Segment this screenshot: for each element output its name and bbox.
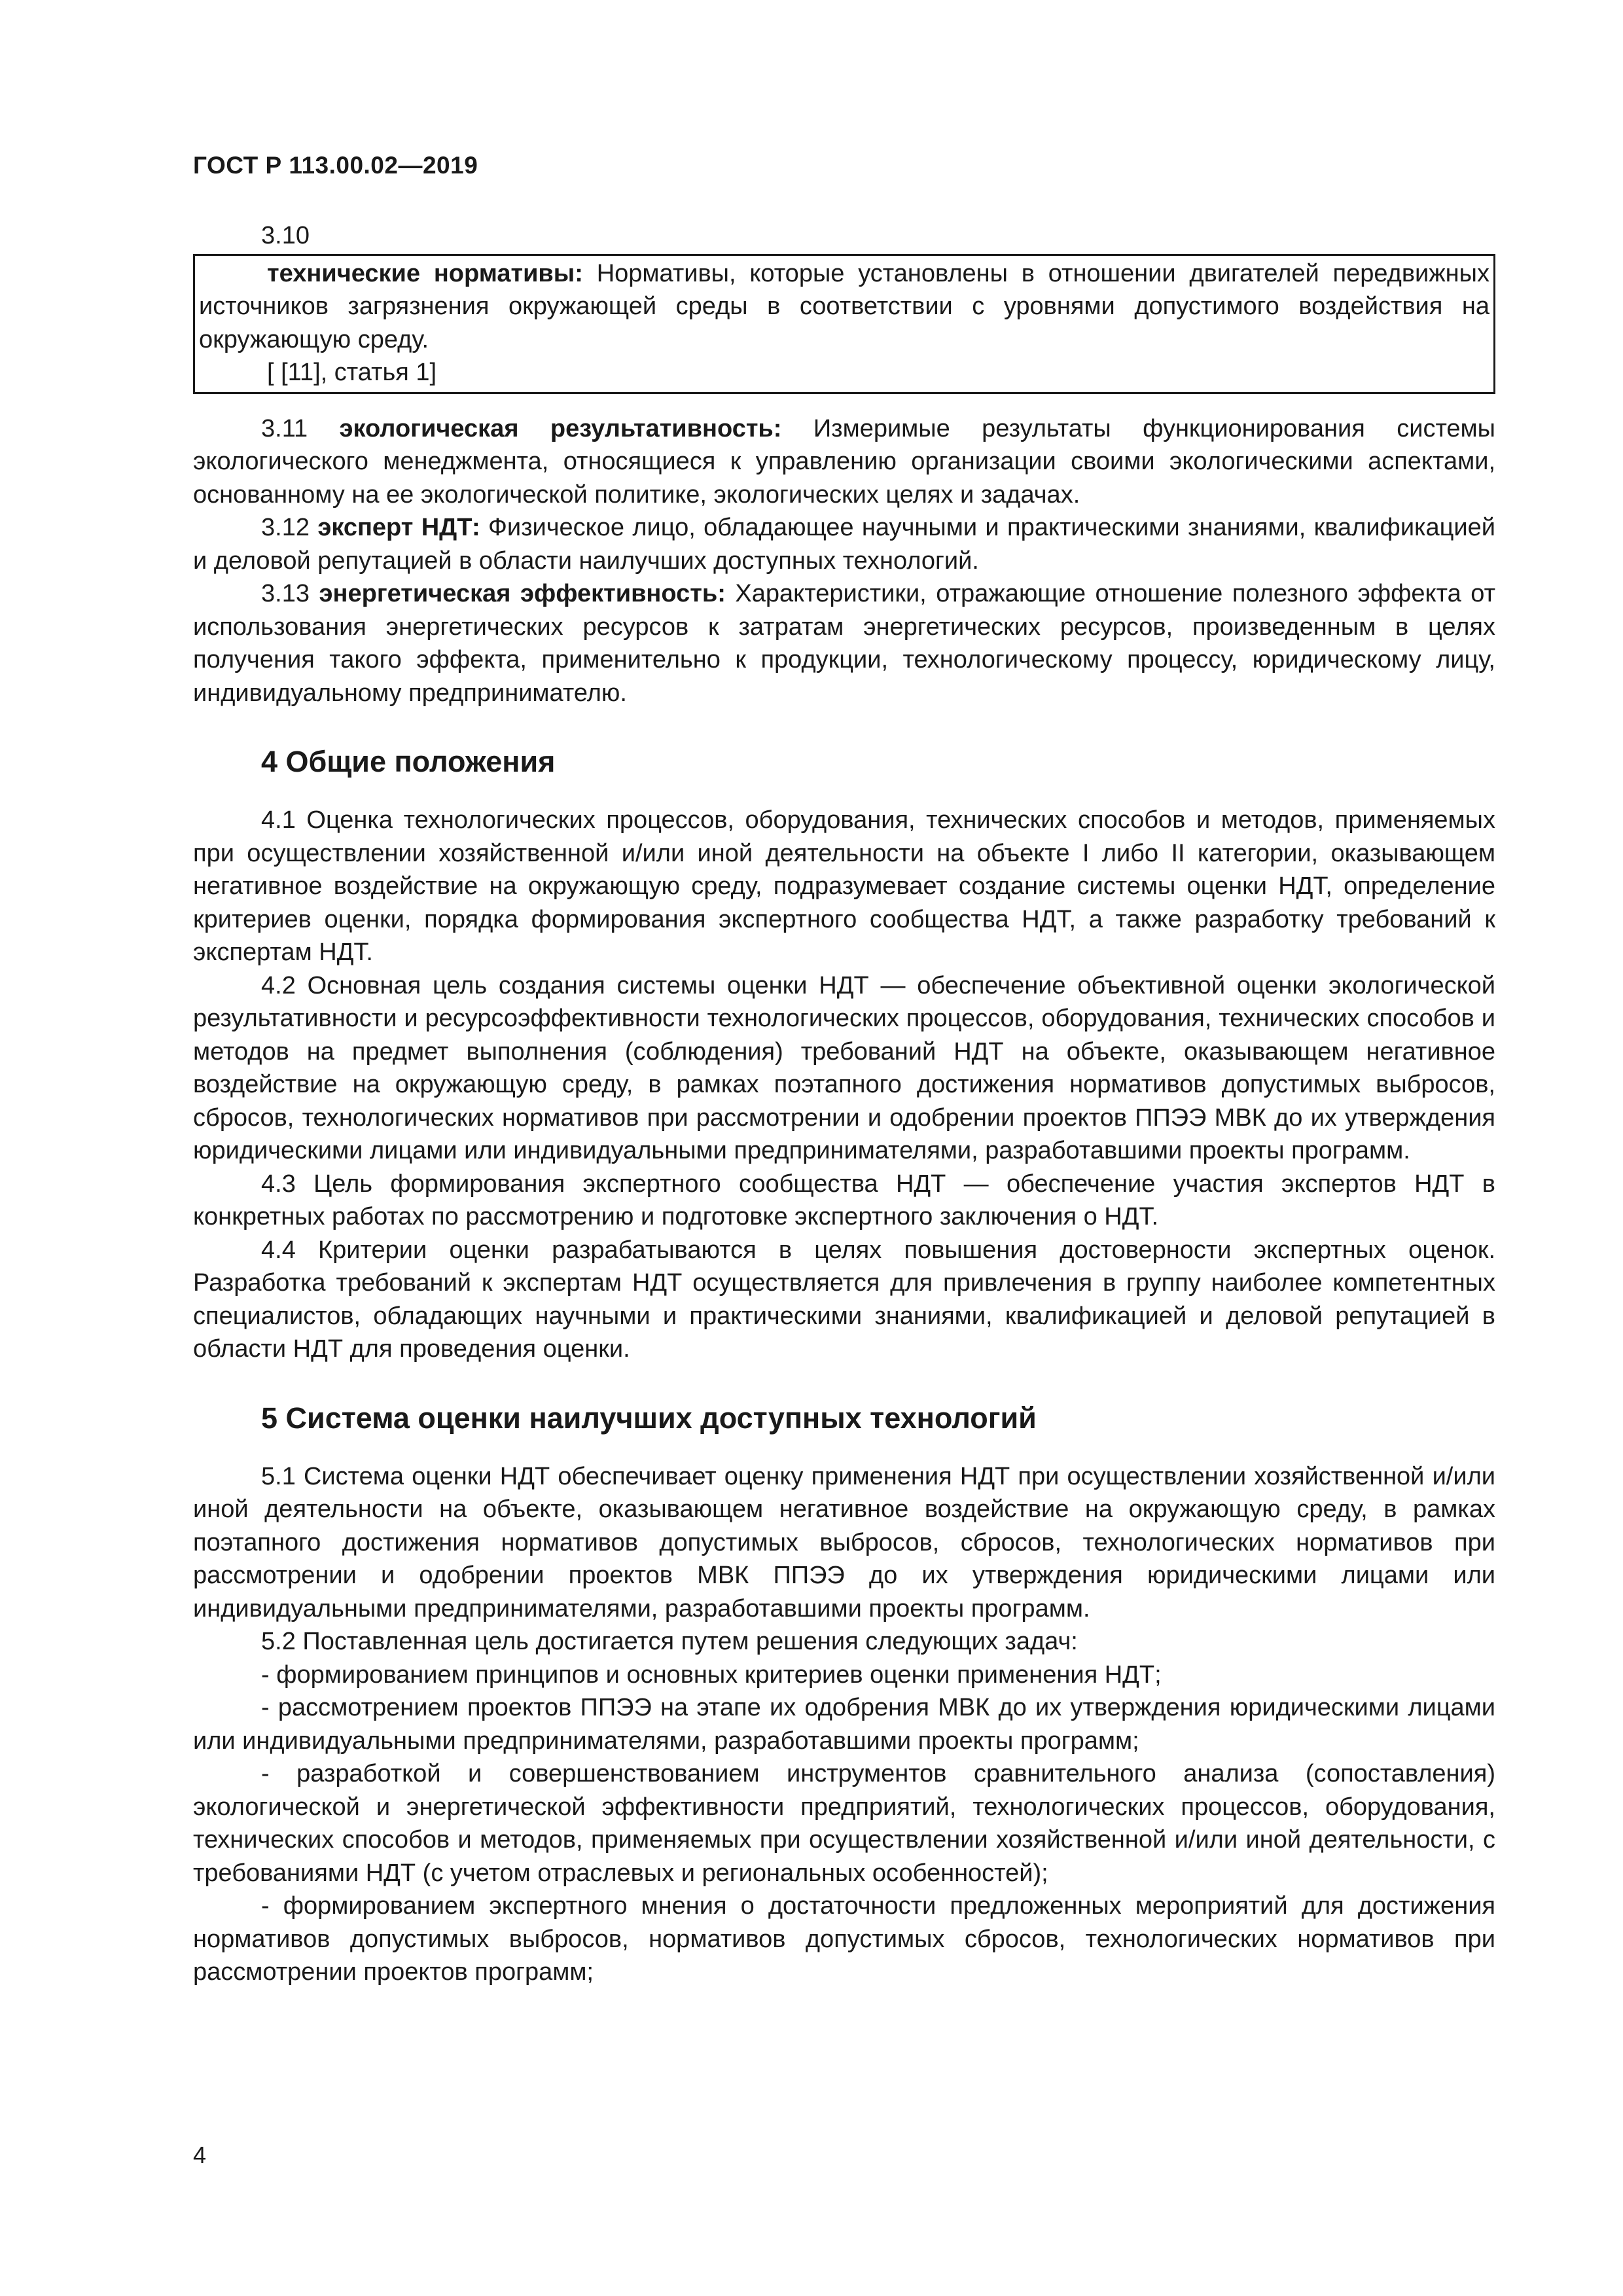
paragraph-5-1: 5.1 Система оценки НДТ обеспечивает оценку применения НДТ при осуществлении хозяйственной и/или иной деятельности на объекте, оказывающем негативное воздействие на окружающую среду, в рамках поэтапного достижения нормативов допустимых выбросов, сбросов, технологических нормативов при рассмотрении и одобрении проектов МВК ППЭЭ до их утверждения юридическими лицами или индивидуальными предпринимателями, разработавшими проекты программ. — [193, 1462, 1495, 1623]
list-item: - рассмотрением проектов ППЭЭ на этапе их одобрения МВК до их утверждения юридическими лицами или индивидуальными предпринимателями, разработавшими проекты программ; — [193, 1694, 1495, 1755]
paragraph-4-4: 4.4 Критерии оценки разрабатываются в целях повышения достоверности экспертных оценок. Разработка требований к экспертам НДТ осуществляется для привлечения в группу наиболее компетентных специалистов, обладающих научными и практическими знаниями, квалификацией и деловой репутацией в области НДТ для проведения оценки. — [193, 1236, 1495, 1363]
clause-3-11-term: экологическая результативность: — [339, 414, 782, 442]
clause-3-12-term: эксперт НДТ: — [317, 514, 480, 541]
clause-3-12 — [193, 511, 1495, 577]
clause-3-12-number: 3.12 — [261, 514, 318, 541]
paragraph-4-3: 4.3 Цель формирования экспертного сообщества НДТ — обеспечение участия экспертов НДТ в конкретных работах по рассмотрению и подготовке экспертного заключения о НДТ. — [193, 1170, 1495, 1230]
clause-3-13-number: 3.13 — [261, 580, 319, 607]
paragraph-4-1: 4.1 Оценка технологических процессов, оборудования, технических способов и методов, применяемых при осуществлении хозяйственной и/или иной деятельности на объекте I либо II категории, оказывающем негативное воздействие на окружающую среду, подразумевает создание системы оценки НДТ, определение критериев оценки, порядка формирования экспертного сообщества НДТ, а также разработку требований к экспертам НДТ. — [193, 806, 1495, 966]
paragraph-5-2: 5.2 Поставленная цель достигается путем решения следующих задач: — [261, 1628, 1078, 1655]
clause-3-13-definition: Характеристики, отражающие отношение полезного эффекта от использования энергетических ресурсов к затратам энергетических ресурсов, произведенным в целях получения такого эффекта, применительно к продукции, технологическому процессу, юридическому лицу, индивидуальному предпринимателю. — [193, 580, 1495, 707]
clause-3-13-term: энергетическая эффективность: — [319, 580, 726, 607]
page-number: 4 — [193, 2142, 207, 2168]
clause-3-11-definition: Измеримые результаты функционирования системы экологического менеджмента, относящиеся к управлению организации своими экологическими аспектами, основанному на ее экологической политике, экологических целях и задачах. — [193, 414, 1495, 509]
clause-3-10-definition: Нормативы, которые установлены в отношении двигателей передвижных источников загрязнения окружающей среды в соответствии с уровнями допустимого воздействия на окружающую среду. — [199, 259, 1489, 353]
clause-3-10-term: технические нормативы: — [267, 259, 583, 287]
document-body — [193, 219, 1495, 1989]
clause-3-11 — [193, 412, 1495, 512]
section-5-title: 5 Система оценки наилучших доступных технологий — [261, 1401, 1037, 1435]
section-4-title: 4 Общие положения — [261, 745, 556, 778]
clause-3-10-text — [199, 257, 1489, 357]
clause-3-13 — [193, 577, 1495, 709]
clause-3-10-source: [ [11], статья 1] — [267, 359, 437, 386]
list-item: - формированием принципов и основных критериев оценки применения НДТ; — [261, 1660, 1162, 1689]
list-item: - формированием экспертного мнения о достаточности предложенных мероприятий для достижения нормативов допустимых выбросов, нормативов допустимых сбросов, технологических нормативов при рассмотрении проектов программ; — [193, 1892, 1495, 1986]
clause-3-11-number: 3.11 — [261, 414, 340, 442]
list-item: - разработкой и совершенствованием инструментов сравнительного анализа (сопоставления) экологической и энергетической эффективности предприятий, технологических процессов, оборудования, технических способов и методов, применяемых при осуществлении хозяйственной и/или иной деятельности, с требованиями НДТ (с учетом отраслевых и региональных особенностей); — [193, 1760, 1495, 1887]
clause-3-12-definition: Физическое лицо, обладающее научными и практическими знаниями, квалификацией и деловой репутацией в области наилучших доступных технологий. — [193, 514, 1495, 575]
clause-3-10-frame — [193, 254, 1495, 394]
clause-3-10-number: 3.10 — [261, 222, 310, 249]
paragraph-4-2: 4.2 Основная цель создания системы оценки НДТ — обеспечение объективной оценки экологической результативности и ресурсоэффективности технологических процессов, оборудования, технических способов и методов на предмет выполнения (соблюдения) требований НДТ на объекте, оказывающем негативное воздействие на окружающую среду, в рамках поэтапного достижения нормативов допустимых выбросов, сбросов, технологических нормативов при рассмотрении и одобрении проектов ППЭЭ МВК до их утверждения юридическими лицами или индивидуальными предпринимателями, разработавшими проекты программ. — [193, 971, 1495, 1164]
document-header-id: ГОСТ Р 113.00.02—2019 — [193, 152, 478, 179]
